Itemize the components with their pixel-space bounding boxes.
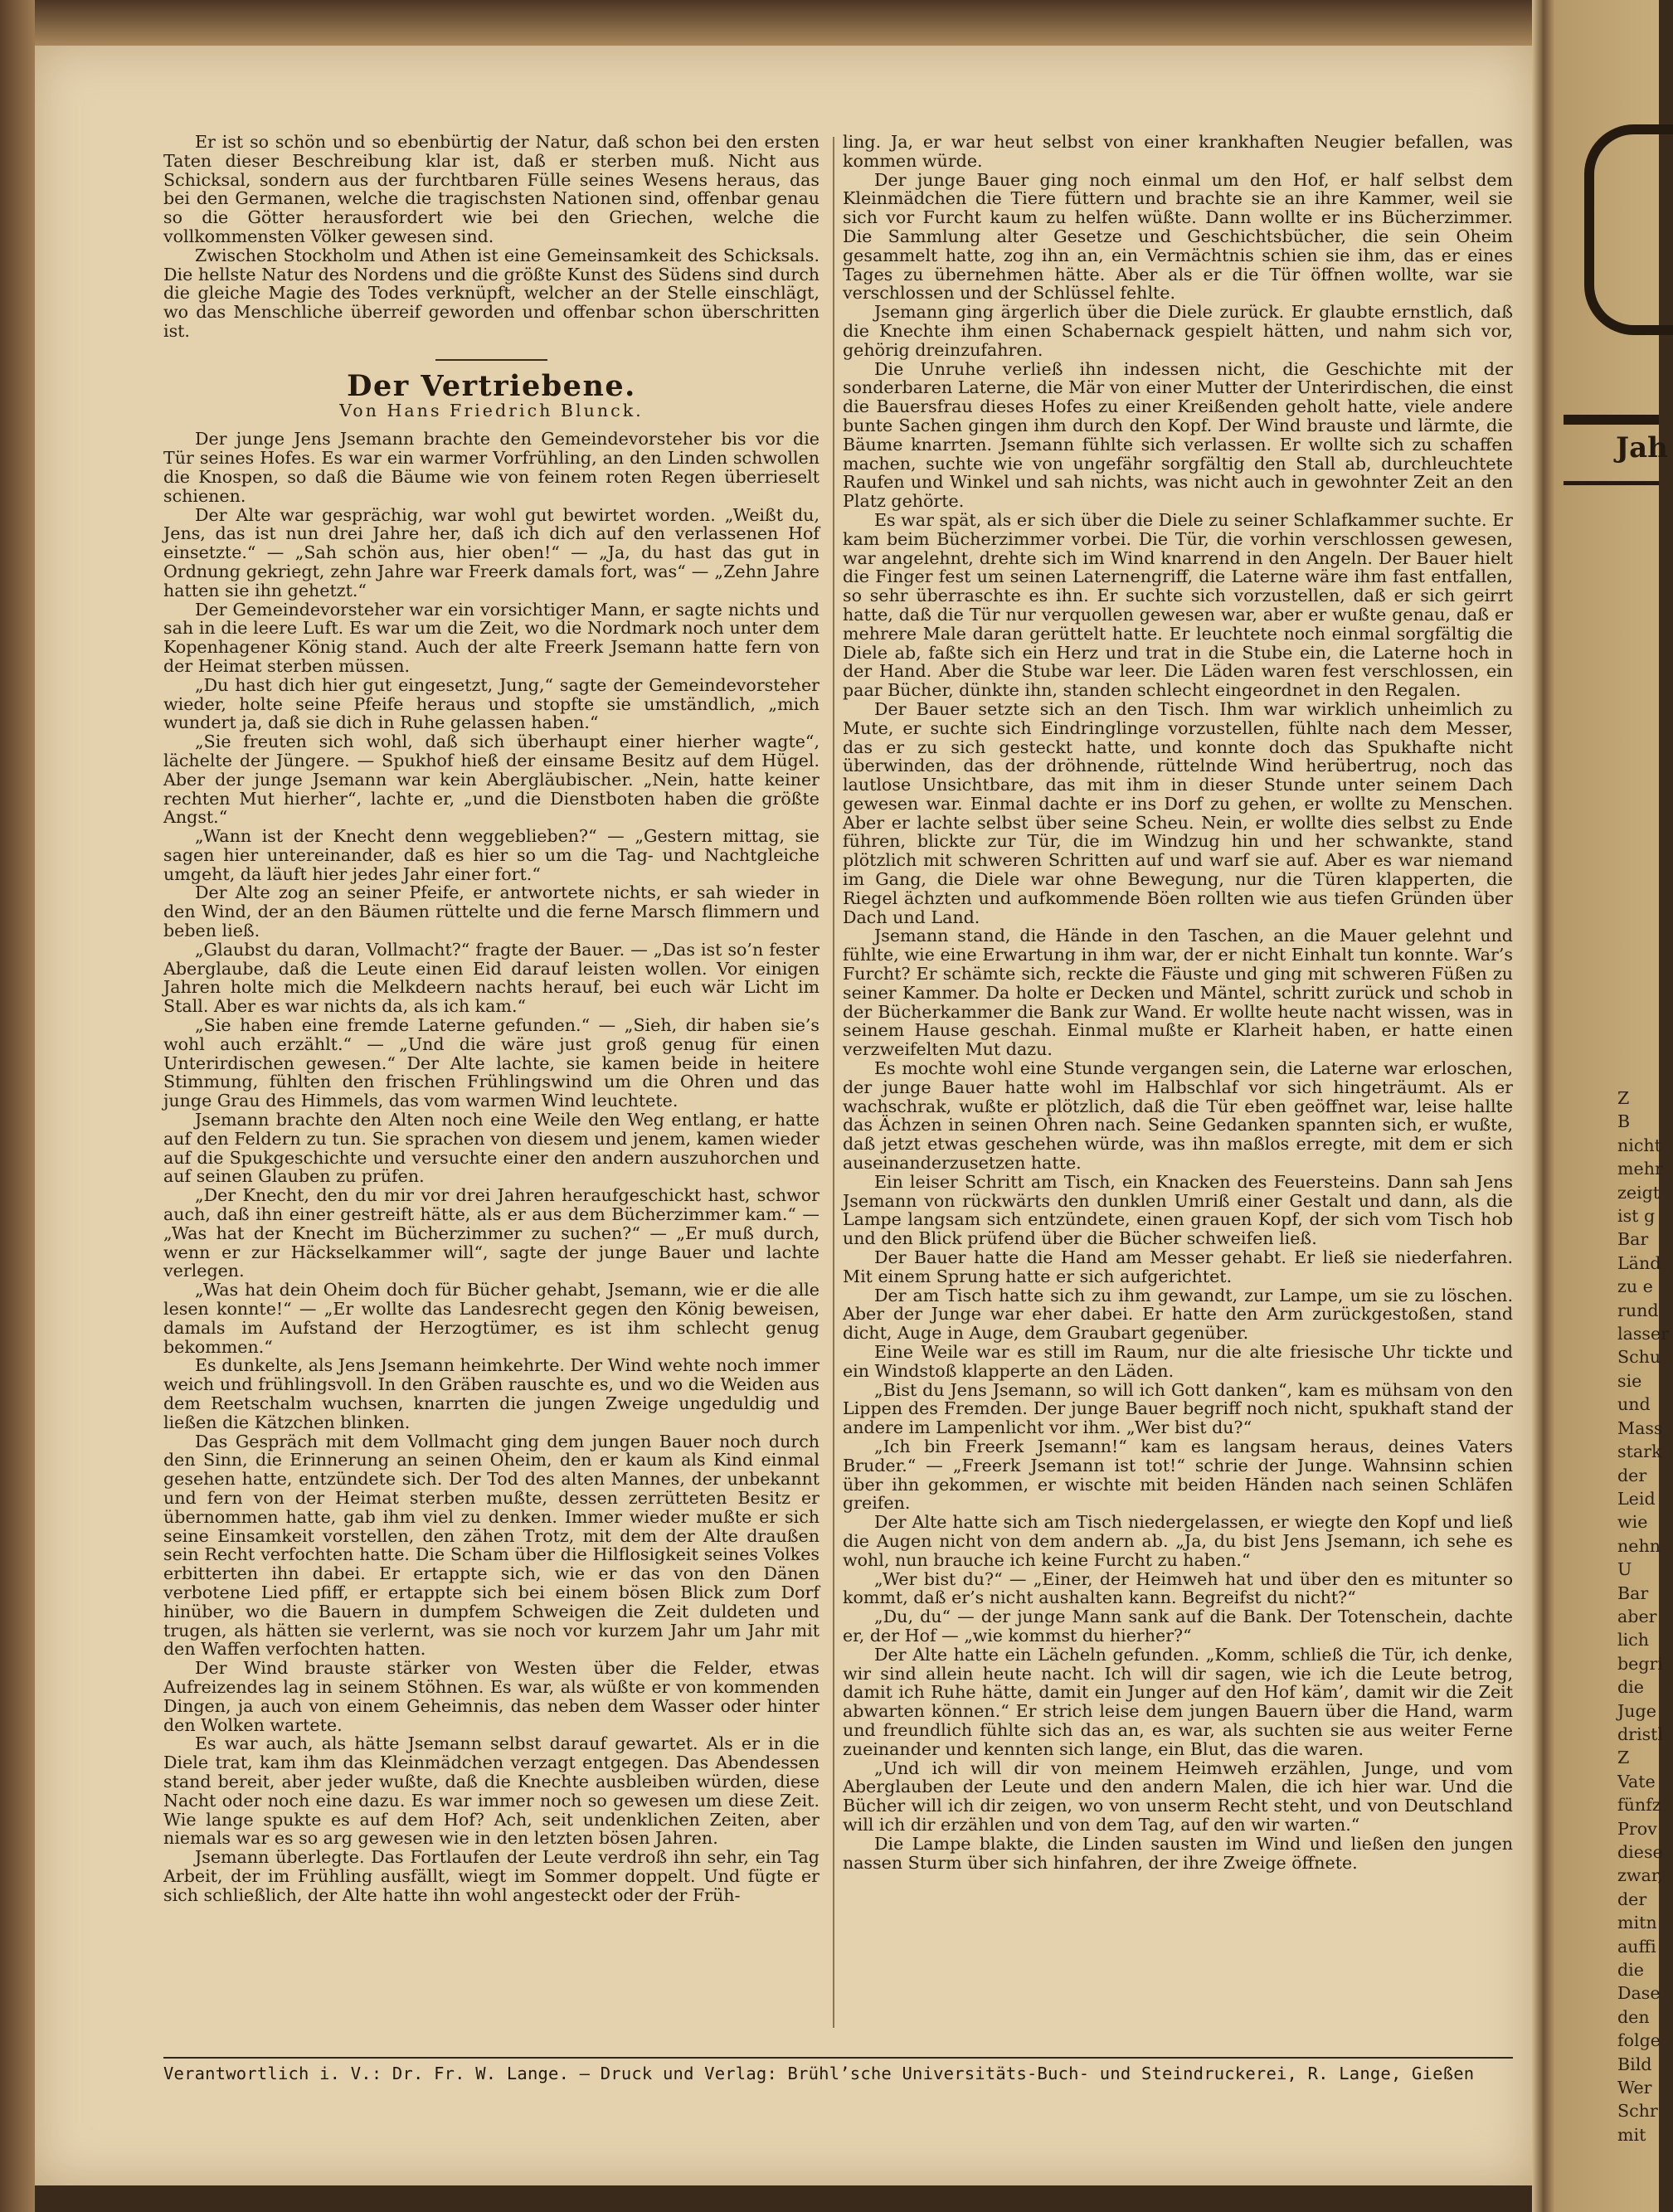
- fragment-line: der: [1617, 1465, 1647, 1485]
- paragraph: „Der Knecht, den du mir vor drei Jahren heraufgeschickt hast, schwor auch, daß ihn einer gestreift hätte, als er aus dem Bücherzimmer kam.“ — „Was hat der Knecht im Bücherzimmer zu suchen?“ — „Er muß durch, wenn er zur Häckselkammer will“, sagte der junge Bauer und lachte verlegen.: [163, 1185, 819, 1281]
- paragraph: „Und ich will dir von meinem Heimweh erzählen, Junge, und vom Aberglauben der Leute und den andern Malen, die ich hier war. Und die Bücher will ich dir zeigen, wo von unserm Recht steht, und von Deutschland will ich dir erzählen und von dem Tag, auf den wir warten.“: [843, 1757, 1513, 1835]
- fragment-line: der: [1617, 1889, 1647, 1909]
- fragment-line: Bar: [1617, 1582, 1649, 1603]
- right-column: [843, 133, 1513, 1872]
- fragment-line: B: [1617, 1111, 1631, 1132]
- fragment-line: Wer: [1617, 2078, 1652, 2098]
- fragment-line: Bar: [1617, 1229, 1649, 1250]
- paragraph: „Bist du Jens Jsemann, so will ich Gott danken“, kam es mühsam von den Lippen des Fremden. Der junge Bauer begriff noch nicht, spukhaft stand der andere im Lampenlicht vor ihm. „Wer bist du?“: [843, 1379, 1513, 1438]
- next-page-text-fragment: [1617, 1087, 1670, 2146]
- fragment-line: ist g: [1617, 1206, 1656, 1227]
- paragraph: Das Gespräch mit dem Vollmacht ging dem jungen Bauer noch durch den Sinn, die Erinnerung an seinen Oheim, den er kaum als Kind einmal gesehen hatte, entzündete sich. Der Tod des alten Mannes, der unbekannt und fern von der Heimat sterben mußte, dessen zerrütteten Besitz er übernommen hatte, gab ihm viel zu denken. Immer wieder mußte er sich seine Einsamkeit vorstellen, den zähen Trotz, mit dem der Alte draußen sein Recht verfochten hatte. Die Scham über die Hilflosigkeit seines Volkes erbitterten ihn dabei. Er ertappte sich, wie er das von den Dänen verbotene Lied pfiff, er ertappte sich bei einem bösen Blick zum Dorf hinüber, wo die Bauern in dumpfem Schweigen die Zeit duldeten und trugen, als hätten sie verlernt, was sie noch vor kurzem Jahr um Jahr mit den Waffen verfochten hatten.: [163, 1431, 819, 1660]
- next-page-heading: Jah: [1616, 431, 1668, 464]
- left-column: [163, 133, 819, 1905]
- paragraph: „Glaubst du daran, Vollmacht?“ fragte der Bauer. — „Das ist so’n fester Aberglaube, daß die Leute einen Eid darauf leisten wollen. Vor einigen Jahren holte mich die Melkdeern nachts herauf, bei euch wär Licht im Stall. Aber es war nichts da, als ich kam.“: [163, 939, 819, 1017]
- fragment-line: mitn: [1617, 1913, 1657, 1933]
- fragment-line: U: [1617, 1559, 1632, 1580]
- fragment-line: Länd: [1617, 1252, 1661, 1273]
- paragraph: Der Bauer hatte die Hand am Messer gehabt. Er ließ sie niederfahren. Mit einem Sprung hatte er sich aufgerichtet.: [843, 1247, 1513, 1286]
- next-page-rule: [1564, 415, 1659, 425]
- paragraph: Der Alte hatte sich am Tisch niedergelassen, er wiegte den Kopf und ließ die Augen nicht von dem andern ab. „Ja, du bist Jens Jsemann, ich sehe es wohl, nun brauche ich keine Furcht zu haben.“: [843, 1512, 1513, 1570]
- fragment-line: und: [1617, 1394, 1651, 1415]
- fragment-line: auffi: [1617, 1936, 1656, 1957]
- fragment-line: stark: [1617, 1441, 1662, 1462]
- paragraph: Eine Weile war es still im Raum, nur die alte friesische Uhr tickte und ein Windstoß klapperte an den Läden.: [843, 1342, 1513, 1381]
- fragment-line: Juge: [1617, 1700, 1656, 1721]
- paragraph: Der Bauer setzte sich an den Tisch. Ihm war wirklich unheimlich zu Mute, er suchte sich Eindringlinge vorzustellen, fühlte nach dem Messer, das er zu sich gesteckt hatte, und konnte doch das Spukhafte nicht überwinden, das der dröhnende, rüttelnde Wind herübertrug, noch das lautlose Unsichtbare, das mit ihm in dieser Stunde unter seinem Dach gewesen war. Einmal dachte er ins Dorf zu gehen, er wollte zu Menschen. Aber er lachte selbst über seine Scheu. Nein, er wollte dies selbst zu Ende führen, blickte zur Tür, die im Windzug hin und her schwankte, stand plötzlich mit schweren Schritten auf und warf sie auf. Aber es war niemand im Gang, die Diele war ohne Bewegung, nur die Türen klapperten, die Riegel ächzten und aufkommende Böen rollten wie aus tiefen Gründen über Dach und Land.: [843, 698, 1513, 927]
- next-page-rule-thin: [1564, 481, 1659, 485]
- page-top-edge: [35, 0, 1532, 46]
- paragraph: Ein leiser Schritt am Tisch, ein Knacken des Feuersteins. Dann sah Jens Jsemann von rückwärts den dunklen Umriß einer Gestalt und dann, als die Lampe langsam sich entzündete, einen grauen Kopf, der sich vom Tisch hob und den Blick prüfend über die Bücher schweifen ließ.: [843, 1171, 1513, 1249]
- imprint-footer: Verantwortlich i. V.: Dr. Fr. W. Lange. — Druck und Verlag: Brühl’sche Universitäts-Buch- und Steindruckerei, R. Lange, Gießen: [163, 2064, 1475, 2083]
- fragment-line: Prov: [1617, 1818, 1657, 1839]
- paragraph: Zwischen Stockholm und Athen ist eine Gemeinsamkeit des Schicksals. Die hellste Natur des Nordens und die größte Kunst des Südens sind durch die gleiche Magie des Todes verknüpft, welcher an der Stelle einschlägt, wo das Menschliche überreif geworden und offenbar schon überschritten ist.: [163, 245, 819, 341]
- paragraph: Jsemann ging ärgerlich über die Diele zurück. Er glaubte ernstlich, daß die Knechte ihm einen Schabernack gespielt hätten, und nahm sich vor, gehörig dreinzufahren.: [843, 302, 1513, 360]
- paragraph: Es war spät, als er sich über die Diele zu seiner Schlafkammer suchte. Er kam beim Bücherzimmer vorbei. Die Tür, die vorhin verschlossen gewesen, war angelehnt, drehte sich im Wind knarrend in den Angeln. Der Bauer hielt die Finger fest um seinen Laternengriff, die Laterne wäre ihm fast entfallen, so sehr überraschte es ihn. Er suchte sich vorzustellen, daß er sich geirrt hatte, daß die Tür nur verquollen gewesen war, aber er wußte genau, daß er mehrere Male daran gerüttelt hatte. Er leuchtete noch einmal sorgfältig die Diele ab, faßte sich ein Herz und trat in die Stube ein, die Laterne hoch in der Hand. Aber die Stube war leer. Die Läden waren fest verschlossen, ein paar Bücher, dünkte ihn, standen schlecht eingeordnet in den Regalen.: [843, 509, 1513, 701]
- paragraph: Jsemann brachte den Alten noch eine Weile den Weg entlang, er hatte auf den Feldern zu tun. Sie sprachen von diesem und jenem, kamen wieder auf die Spukgeschichte und versuchte einer den andern auszuhorchen und auf seinen Glauben zu prüfen.: [163, 1110, 819, 1187]
- paragraph: „Du, du“ — der junge Mann sank auf die Bank. Der Totenschein, dachte er, der Hof — „wie kommst du hierher?“: [843, 1607, 1513, 1646]
- fragment-line: Dase: [1617, 1983, 1661, 2004]
- fragment-line: dristl: [1617, 1723, 1664, 1744]
- fragment-line: wie: [1617, 1512, 1648, 1533]
- paragraph: „Sie haben eine fremde Laterne gefunden.“ — „Sieh, dir haben sie’s wohl auch erzählt.“ — „Und die wäre just groß genug für einen Unterirdischen gewesen.“ Der Alte lachte, sie kamen beide in heitere Stimmung, fühlten den frischen Frühlingswind um die Ohren und das junge Grau des Himmels, das vom warmen Wind leuchtete.: [163, 1015, 819, 1111]
- fragment-line: fünfz: [1617, 1795, 1661, 1816]
- paragraph: Die Lampe blakte, die Linden sausten im Wind und ließen den jungen nassen Sturm über sich hinfahren, der ihre Zweige öffnete.: [843, 1833, 1513, 1873]
- fragment-line: zu e: [1617, 1276, 1653, 1297]
- fragment-line: Leid: [1617, 1488, 1656, 1509]
- fragment-line: aber: [1617, 1606, 1657, 1626]
- fragment-line: den: [1617, 2006, 1650, 2027]
- fragment-line: nehn: [1617, 1535, 1661, 1556]
- fragment-line: begri: [1617, 1653, 1663, 1674]
- fragment-line: Vate: [1617, 1771, 1656, 1791]
- article-intro: [163, 133, 819, 341]
- paragraph: Es mochte wohl eine Stunde vergangen sein, die Laterne war erloschen, der junge Bauer hatte wohl im Halbschlaf vor sich hingeträumt. Als er wachschrak, wußte er plötzlich, daß die Tür eben geöffnet war, leise hallte das Ächzen in seinen Ohren nach. Seine Gedanken spannten sich, er wußte, daß jetzt etwas geschehen würde, was ihn maßlos erregte, mit dem er sich auseinanderzusetzen hatte.: [843, 1058, 1513, 1174]
- fragment-line: diese: [1617, 1842, 1663, 1862]
- next-page-masthead-logo: [1584, 124, 1673, 335]
- story-body-left: [163, 430, 819, 1904]
- section-divider: [435, 359, 547, 361]
- fragment-line: Bild: [1617, 2054, 1652, 2074]
- paragraph: „Was hat dein Oheim doch für Bücher gehabt, Jsemann, wie er die alle lesen konnte!“ — „Er wollte das Landesrecht gegen den König beweisen, damals im Aufstand der Herzogtümer, es ist ihm schlecht genug bekommen.“: [163, 1280, 819, 1357]
- fragment-line: nicht: [1617, 1135, 1661, 1155]
- fragment-line: Schr: [1617, 2101, 1658, 2122]
- story-body-right: [843, 133, 1513, 1872]
- fragment-line: Z: [1617, 1088, 1630, 1108]
- paragraph: Der Alte war gesprächig, war wohl gut bewirtet worden. „Weißt du, Jens, das ist nun drei Jahre her, daß ich dich auf den verlassenen Hof einsetzte.“ — „Sah schön aus, hier oben!“ — „Ja, du hast das gut in Ordnung gekriegt, zehn Jahre war Freerk damals fort, was“ — „Zehn Jahre hatten sie ihn gehetzt.“: [163, 504, 819, 600]
- story-title: Der Vertriebene.: [347, 368, 636, 403]
- paragraph: Es dunkelte, als Jens Jsemann heimkehrte. Der Wind wehte noch immer weich und frühlingsvoll. In den Gräben rauschte es, und wo die Weiden aus dem Reetschalm wuchsen, knarrten die jungen Zweige ungeduldig und ließen die Kätzchen blinken.: [163, 1355, 819, 1432]
- fragment-line: zeigt: [1617, 1182, 1661, 1203]
- paragraph: Der Alte hatte ein Lächeln gefunden. „Komm, schließ die Tür, ich denke, wir sind allein heute nacht. Ich will dir sagen, wie ich die Leute betrog, damit ich Ruhe hätte, damit ein Junger auf den Hof käm’, damit wir die Zeit abwarten können.“ Er strich leise dem jungen Bauern über die Hand, warm und freundlich fühlte sich das an, es war, als suchten sie aus weiter Ferne zueinander und kennten sich lange, ein Blut, das die waren.: [843, 1644, 1513, 1759]
- paragraph: „Sie freuten sich wohl, daß sich überhaupt einer hierher wagte“, lächelte der Jüngere. — Spukhof hieß der einsame Besitz auf dem Hügel. Aber der junge Jsemann war kein Abergläubischer. „Nein, hatte keiner rechten Mut hierher“, lachte er, „und die Dienstboten haben die größte Angst.“: [163, 732, 819, 828]
- fragment-line: Z: [1617, 1748, 1630, 1768]
- paragraph: Der Alte zog an seiner Pfeife, er antwortete nichts, er sah wieder in den Wind, der an den Bäumen rüttelte und die ferne Marsch flimmern und beben ließ.: [163, 882, 819, 941]
- paragraph: Der am Tisch hatte sich zu ihm gewandt, zur Lampe, um sie zu löschen. Aber der Junge war eher dabei. Er hatte den Arm zurückgestoßen, stand dicht, Auge in Auge, dem Graubart gegenüber.: [843, 1285, 1513, 1344]
- fragment-line: lasser: [1617, 1324, 1670, 1344]
- fragment-line: die: [1617, 1677, 1644, 1698]
- story-byline: Von Hans Friedrich Blunck.: [339, 400, 644, 421]
- book-gutter: [1532, 0, 1555, 2212]
- paragraph: Der junge Jens Jsemann brachte den Gemeindevorsteher bis vor die Tür seines Hofes. Es war ein warmer Vorfrühling, an den Linden schwollen die Knospen, so daß die Bäume wie von feinem roten Regen überrieselt schienen.: [163, 429, 819, 506]
- paragraph: „Ich bin Freerk Jsemann!“ kam es langsam heraus, deines Vaters Bruder.“ — „Freerk Jsemann ist tot!“ schrie der Junge. Wahnsinn schien über ihn gekommen, er wischte mit beiden Händen nach seinen Schläfen greifen.: [843, 1436, 1513, 1514]
- paragraph: „Wer bist du?“ — „Einer, der Heimweh hat und über den es mitunter so kommt, daß er’s nicht aushalten kann. Begreifst du nicht?“: [843, 1568, 1513, 1608]
- paragraph: „Du hast dich hier gut eingesetzt, Jung,“ sagte der Gemeindevorsteher wieder, holte seine Pfeife heraus und stopfte sie umständlich, „mich wundert ja, daß sie dich in Ruhe gelassen haben.“: [163, 674, 819, 733]
- paragraph: Der Gemeindevorsteher war ein vorsichtiger Mann, er sagte nichts und sah in die leere Luft. Es war um die Zeit, wo die Nordmark noch unter dem Kopenhagener König stand. Auch der alte Freerk Jsemann hatte fern von der Heimat sterben müssen.: [163, 599, 819, 676]
- paragraph: Der junge Bauer ging noch einmal um den Hof, er half selbst dem Kleinmädchen die Tiere füttern und brachte sie an ihre Kammer, weil sie sich vor Furcht kaum zu helfen wüßte. Dann wollte er ins Bücherzimmer. Die Sammlung alter Gesetze und Geschichtsbücher, die sein Oheim gesammelt hatte, zog ihn an, ein Vermächtnis schien sie ihm, das er eines Tages zu übernehmen hätte. Aber als er die Tür öffnen wollte, war sie verschlossen und der Schlüssel fehlte.: [843, 169, 1513, 304]
- fragment-line: mehr: [1617, 1159, 1663, 1179]
- paragraph: ling. Ja, er war heut selbst von einer krankhaften Neugier befallen, was kommen würde.: [843, 132, 1513, 171]
- book-binding-left: [0, 0, 35, 2212]
- paragraph: Die Unruhe verließ ihn indessen nicht, die Geschichte mit der sonderbaren Laterne, die Mär von einer Mutter der Unterirdischen, die einst die Bauersfrau dieses Hofes zu einer Kreißenden geholt hatte, viele andere bunte Sachen gingen ihm durch den Kopf. Der Wind brauste und lärmte, die Bäume knarrten. Jsemann fühlte sich verlassen. Er wollte sich zu schaffen machen, suchte wie von ungefähr sorgfältig den Stall ab, durchleuchtete Raufen und Winkel und sah nichts, was nicht auch in gewohnter Zeit an den Platz gehörte.: [843, 358, 1513, 512]
- fragment-line: Schu: [1617, 1347, 1661, 1368]
- paragraph: Es war auch, als hätte Jsemann selbst darauf gewartet. Als er in die Diele trat, kam ihm das Kleinmädchen verzagt entgegen. Das Abendessen stand bereit, aber jeder wußte, daß die Knechte ausbleiben würden, diese Nacht oder noch eine dazu. Es war immer noch so gewesen um diese Zeit. Wie lange spukte es auf dem Hof? Ach, seit undenklichen Zeiten, aber niemals war es so arg gewesen wie in den letzten bösen Jahren.: [163, 1733, 819, 1849]
- fragment-line: rund: [1617, 1300, 1659, 1320]
- paragraph: Jsemann stand, die Hände in den Taschen, an die Mauer gelehnt und fühlte, wie eine Erwartung in ihm war, der er nicht Einhalt tun konnte. War’s Furcht? Er schämte sich, reckte die Fäuste und ging mit schweren Füßen zu seiner Kammer. Da holte er Decken und Mäntel, schritt zurück und schob in der Bücherkammer die Bank zur Wand. Er wollte heute nacht wissen, was in seinem Hause geschah. Einmal mußte er Klarheit haben, er hatte einen verzweifelten Mut dazu.: [843, 926, 1513, 1060]
- fragment-line: mit: [1617, 2124, 1646, 2145]
- paragraph: Er ist so schön und so ebenbürtig der Natur, daß schon bei den ersten Taten dieser Beschreibung klar ist, daß er sterben muß. Nicht aus Schicksal, sondern aus der furchtbaren Fülle seines Wesens heraus, das bei den Germanen, welche die tragischsten Nationen sind, offenbar genau so die Götter herausfordert wie bei den Griechen, welche die vollkommensten Völker gewesen sind.: [163, 132, 819, 246]
- fragment-line: die: [1617, 1960, 1644, 1981]
- fragment-line: sie: [1617, 1370, 1642, 1391]
- fragment-line: Mass: [1617, 1417, 1663, 1438]
- column-divider: [833, 137, 834, 2028]
- paragraph: Jsemann überlegte. Das Fortlaufen der Leute verdroß ihn sehr, ein Tag Arbeit, der im Frühling ausfällt, wiegt im Sommer doppelt. Und fügte er sich schließlich, der Alte hatte ihn wohl angesteckt oder der Früh-: [163, 1847, 819, 1905]
- fragment-line: zwar,: [1617, 1865, 1663, 1886]
- fragment-line: folge: [1617, 2030, 1661, 2051]
- paragraph: „Wann ist der Knecht denn weggeblieben?“ — „Gestern mittag, sie sagen hier untereinander, daß es hier so um die Tag- und Nachtgleiche umgeht, da läuft hier jedes Jahr einer fort.“: [163, 826, 819, 884]
- footer-rule: [163, 2057, 1513, 2059]
- fragment-line: lich: [1617, 1630, 1649, 1650]
- paragraph: Der Wind brauste stärker von Westen über die Felder, etwas Aufreizendes lag in seinem Stöhnen. Es war, als wüßte er von kommenden Dingen, ja auch von einem Geheimnis, das neben dem Wasser oder hinter den Wolken wartete.: [163, 1658, 819, 1735]
